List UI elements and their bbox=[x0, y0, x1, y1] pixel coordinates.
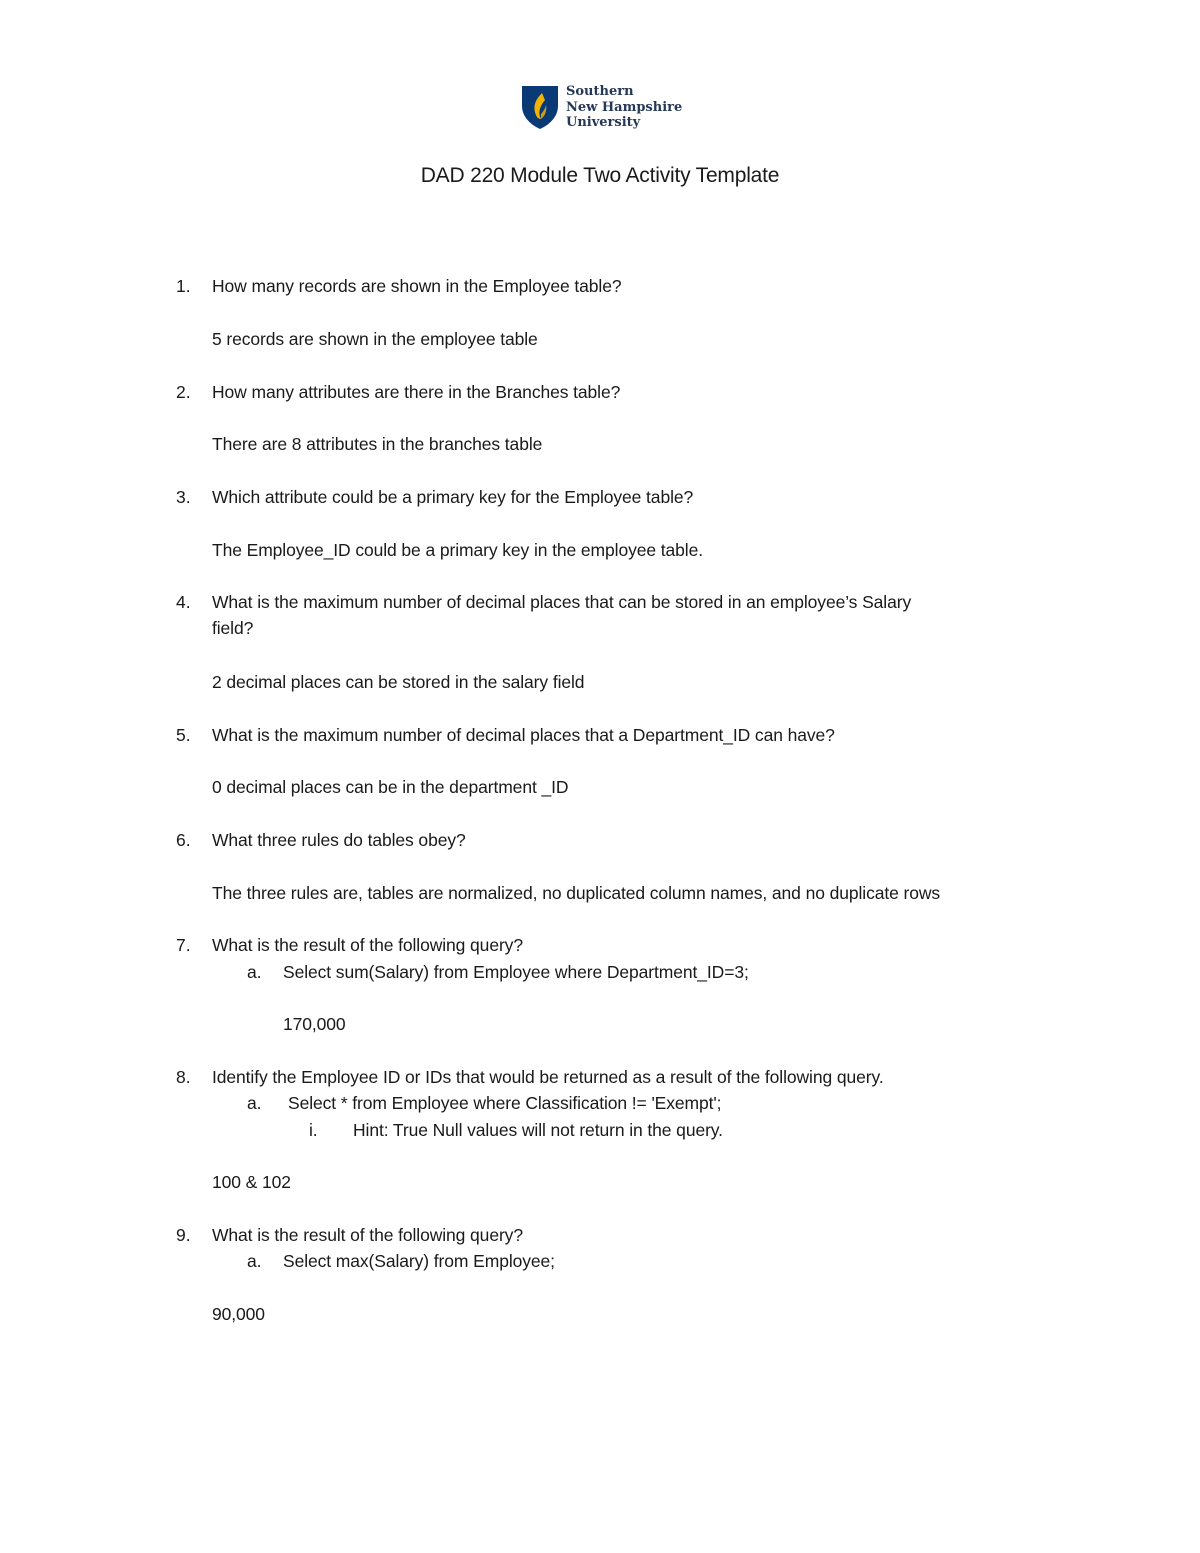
sub-item-label: a. bbox=[247, 1251, 262, 1271]
query-text: Select * from Employee where Classification != 'Exempt'; bbox=[288, 1093, 722, 1113]
answer-text: 0 decimal places can be in the department _ID bbox=[212, 777, 569, 797]
item-number: 7. bbox=[176, 935, 191, 955]
hint-text: Hint: True Null values will not return in the query. bbox=[353, 1120, 723, 1140]
question-text-continued: field? bbox=[212, 618, 254, 638]
query-text: Select sum(Salary) from Employee where Department_ID=3; bbox=[283, 962, 749, 982]
sub-sub-item-label: i. bbox=[309, 1120, 318, 1140]
logo-wordmark bbox=[566, 84, 682, 131]
answer-text: 5 records are shown in the employee table bbox=[212, 329, 538, 349]
sub-item-label: a. bbox=[247, 1093, 262, 1113]
question-text: What is the result of the following query? bbox=[212, 1225, 523, 1245]
item-number: 5. bbox=[176, 725, 191, 745]
shield-flame-icon bbox=[520, 84, 560, 130]
logo-line-2: New Hampshire bbox=[566, 99, 683, 115]
question-text: What is the result of the following query? bbox=[212, 935, 523, 955]
question-text: Identify the Employee ID or IDs that would be returned as a result of the following query. bbox=[212, 1067, 884, 1087]
item-number: 4. bbox=[176, 592, 191, 612]
answer-text: 90,000 bbox=[212, 1304, 265, 1324]
answer-text: The three rules are, tables are normalized, no duplicated column names, and no duplicate rows bbox=[212, 883, 941, 903]
answer-text: There are 8 attributes in the branches table bbox=[212, 434, 543, 454]
item-number: 8. bbox=[176, 1067, 191, 1087]
answer-text: The Employee_ID could be a primary key in the employee table. bbox=[212, 540, 703, 560]
sub-item-label: a. bbox=[247, 962, 262, 982]
item-number: 2. bbox=[176, 382, 191, 402]
query-text: Select max(Salary) from Employee; bbox=[283, 1251, 555, 1271]
item-number: 6. bbox=[176, 830, 191, 850]
answer-text: 100 & 102 bbox=[212, 1172, 291, 1192]
question-text: What three rules do tables obey? bbox=[212, 830, 466, 850]
logo-line-3: University bbox=[566, 115, 641, 130]
question-text: How many records are shown in the Employee table? bbox=[212, 276, 622, 296]
logo-line-1: Southern bbox=[566, 84, 634, 99]
question-text: What is the maximum number of decimal places that a Department_ID can have? bbox=[212, 725, 835, 745]
question-text: Which attribute could be a primary key for the Employee table? bbox=[212, 487, 694, 507]
answer-text: 2 decimal places can be stored in the salary field bbox=[212, 672, 585, 692]
item-number: 9. bbox=[176, 1225, 191, 1245]
question-text: What is the maximum number of decimal places that can be stored in an employee’s Salary bbox=[212, 592, 912, 612]
item-number: 3. bbox=[176, 487, 191, 507]
question-text: How many attributes are there in the Branches table? bbox=[212, 382, 621, 402]
item-number: 1. bbox=[176, 276, 191, 296]
page-title: DAD 220 Module Two Activity Template bbox=[420, 164, 780, 187]
answer-text: 170,000 bbox=[283, 1014, 346, 1034]
university-logo bbox=[520, 84, 690, 134]
